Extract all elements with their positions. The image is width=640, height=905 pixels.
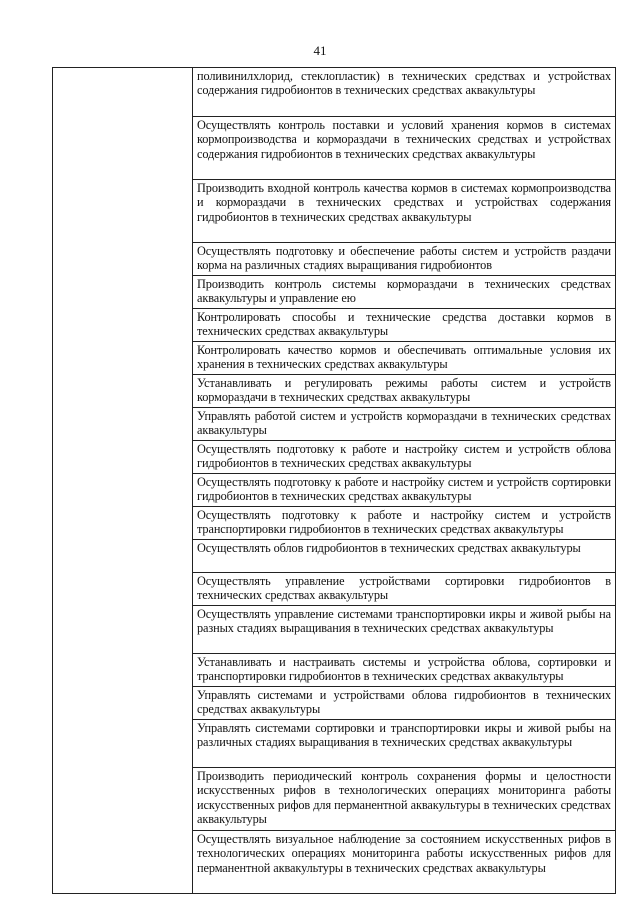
labor-action-cell: Осуществлять визуальное наблюдение за состоянием искусственных рифов в технологических операциях мониторинга работы искусственных рифов для перманентной аквакультуры в технических средствах аквакультуры [193,831,616,894]
labor-action-cell: Осуществлять подготовку и обеспечение работы систем и устройств раздачи корма на различных стадиях выращивания гидробионтов [193,243,616,276]
labor-action-cell: Контролировать способы и технические средства доставки кормов в технических средствах аквакультуры [193,309,616,342]
labor-action-cell: Устанавливать и регулировать режимы работы систем и устройств кормораздачи в технических средствах аквакультуры [193,375,616,408]
labor-action-cell: Осуществлять управление системами транспортировки икры и живой рыбы на разных стадиях выращивания в технических средствах аквакультуры [193,606,616,654]
labor-action-cell: Осуществлять подготовку к работе и настройку систем и устройств облова гидробионтов в технических средствах аквакультуры [193,441,616,474]
left-column-cell [53,68,193,894]
labor-action-cell: поливинилхлорид, стеклопластик) в технических средствах и устройствах содержания гидробионтов в технических средствах аквакультуры [193,68,616,117]
labor-action-cell: Осуществлять подготовку к работе и настройку систем и устройств сортировки гидробионтов в технических средствах аквакультуры [193,474,616,507]
table-row [53,68,616,117]
labor-action-cell: Осуществлять управление устройствами сортировки гидробионтов в технических средствах аквакультуры [193,573,616,606]
labor-action-cell: Производить периодический контроль сохранения формы и целостности искусственных рифов в технологических операциях мониторинга работы искусственных рифов для перманентной аквакультуры в технических средствах аквакультуры [193,768,616,831]
labor-action-cell: Контролировать качество кормов и обеспечивать оптимальные условия их хранения в технических средствах аквакультуры [193,342,616,375]
labor-action-cell: Управлять системами и устройствами облова гидробионтов в технических средствах аквакультуры [193,687,616,720]
labor-actions-table [52,67,616,894]
labor-action-cell: Управлять работой систем и устройств кормораздачи в технических средствах аквакультуры [193,408,616,441]
labor-action-cell: Производить контроль системы кормораздачи в технических средствах аквакультуры и управление ею [193,276,616,309]
labor-action-cell: Осуществлять подготовку к работе и настройку систем и устройств транспортировки гидробионтов в технических средствах аквакультуры [193,507,616,540]
labor-action-cell: Осуществлять контроль поставки и условий хранения кормов в системах кормопроизводства и кормораздачи в технических средствах и устройствах содержания гидробионтов в технических средствах аквакультуры [193,117,616,180]
labor-action-cell: Осуществлять облов гидробионтов в технических средствах аквакультуры [193,540,616,573]
labor-action-cell: Устанавливать и настраивать системы и устройства облова, сортировки и транспортировки гидробионтов в технических средствах аквакультуры [193,654,616,687]
page-number: 41 [313,43,327,58]
labor-action-cell: Производить входной контроль качества кормов в системах кормопроизводства и кормораздачи в технических средствах и устройствах содержания гидробионтов в технических средствах аквакультуры [193,180,616,243]
labor-action-cell: Управлять системами сортировки и транспортировки икры и живой рыбы на различных стадиях выращивания в технических средствах аквакультуры [193,720,616,768]
